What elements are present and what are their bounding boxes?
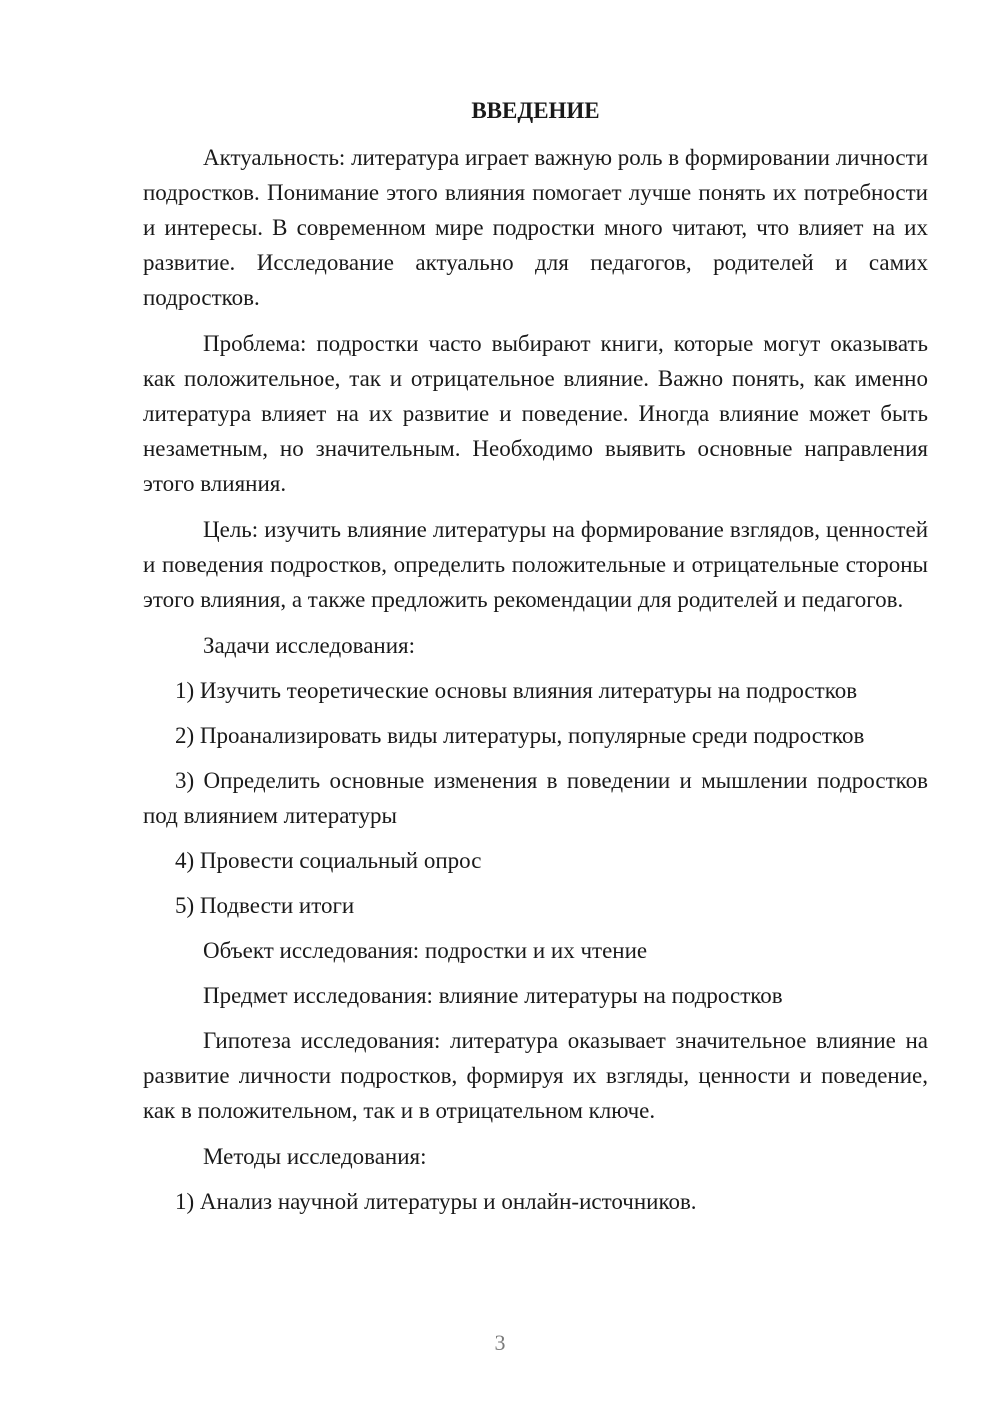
- task-item-4: 4) Провести социальный опрос: [175, 848, 482, 873]
- goal-paragraph: Цель: изучить влияние литературы на формирование взглядов, ценностей и поведения подростков, определить положительные и отрицательные стороны этого влияния, а также предложить рекомендации для родителей и педагогов.: [143, 517, 928, 612]
- task-item-5: 5) Подвести итоги: [175, 893, 355, 918]
- task-item-1: 1) Изучить теоретические основы влияния литературы на подростков: [175, 678, 858, 703]
- relevance-paragraph: Актуальность: литература играет важную роль в формировании личности подростков. Понимание этого влияния помогает лучше понять их потребности и интересы. В современном мире подростки много читают, что влияет на их развитие. Исследование актуально для педагогов, родителей и самих подростков.: [143, 145, 928, 310]
- problem-paragraph: Проблема: подростки часто выбирают книги, которые могут оказывать как положительное, так и отрицательное влияние. Важно понять, как именно литература влияет на их развитие и поведение. Иногда влияние может быть незаметным, но значительным. Необходимо выявить основные направления этого влияния.: [143, 331, 928, 496]
- research-subject: Предмет исследования: влияние литературы на подростков: [203, 983, 783, 1008]
- page-content: [143, 93, 928, 1229]
- tasks-heading: Задачи исследования:: [203, 633, 416, 658]
- research-object: Объект исследования: подростки и их чтение: [203, 938, 648, 963]
- page-number: 3: [494, 1330, 506, 1355]
- task-item-2: 2) Проанализировать виды литературы, популярные среди подростков: [175, 723, 865, 748]
- hypothesis-paragraph: Гипотеза исследования: литература оказывает значительное влияние на развитие личности подростков, формируя их взгляды, ценности и поведение, как в положительном, так и в отрицательном ключе.: [143, 1028, 928, 1123]
- task-item-3: 3) Определить основные изменения в поведении и мышлении подростков под влиянием литературы: [143, 768, 928, 828]
- methods-heading: Методы исследования:: [203, 1144, 427, 1169]
- method-item-1: 1) Анализ научной литературы и онлайн-источников.: [175, 1189, 697, 1214]
- section-title: ВВЕДЕНИЕ: [471, 98, 600, 123]
